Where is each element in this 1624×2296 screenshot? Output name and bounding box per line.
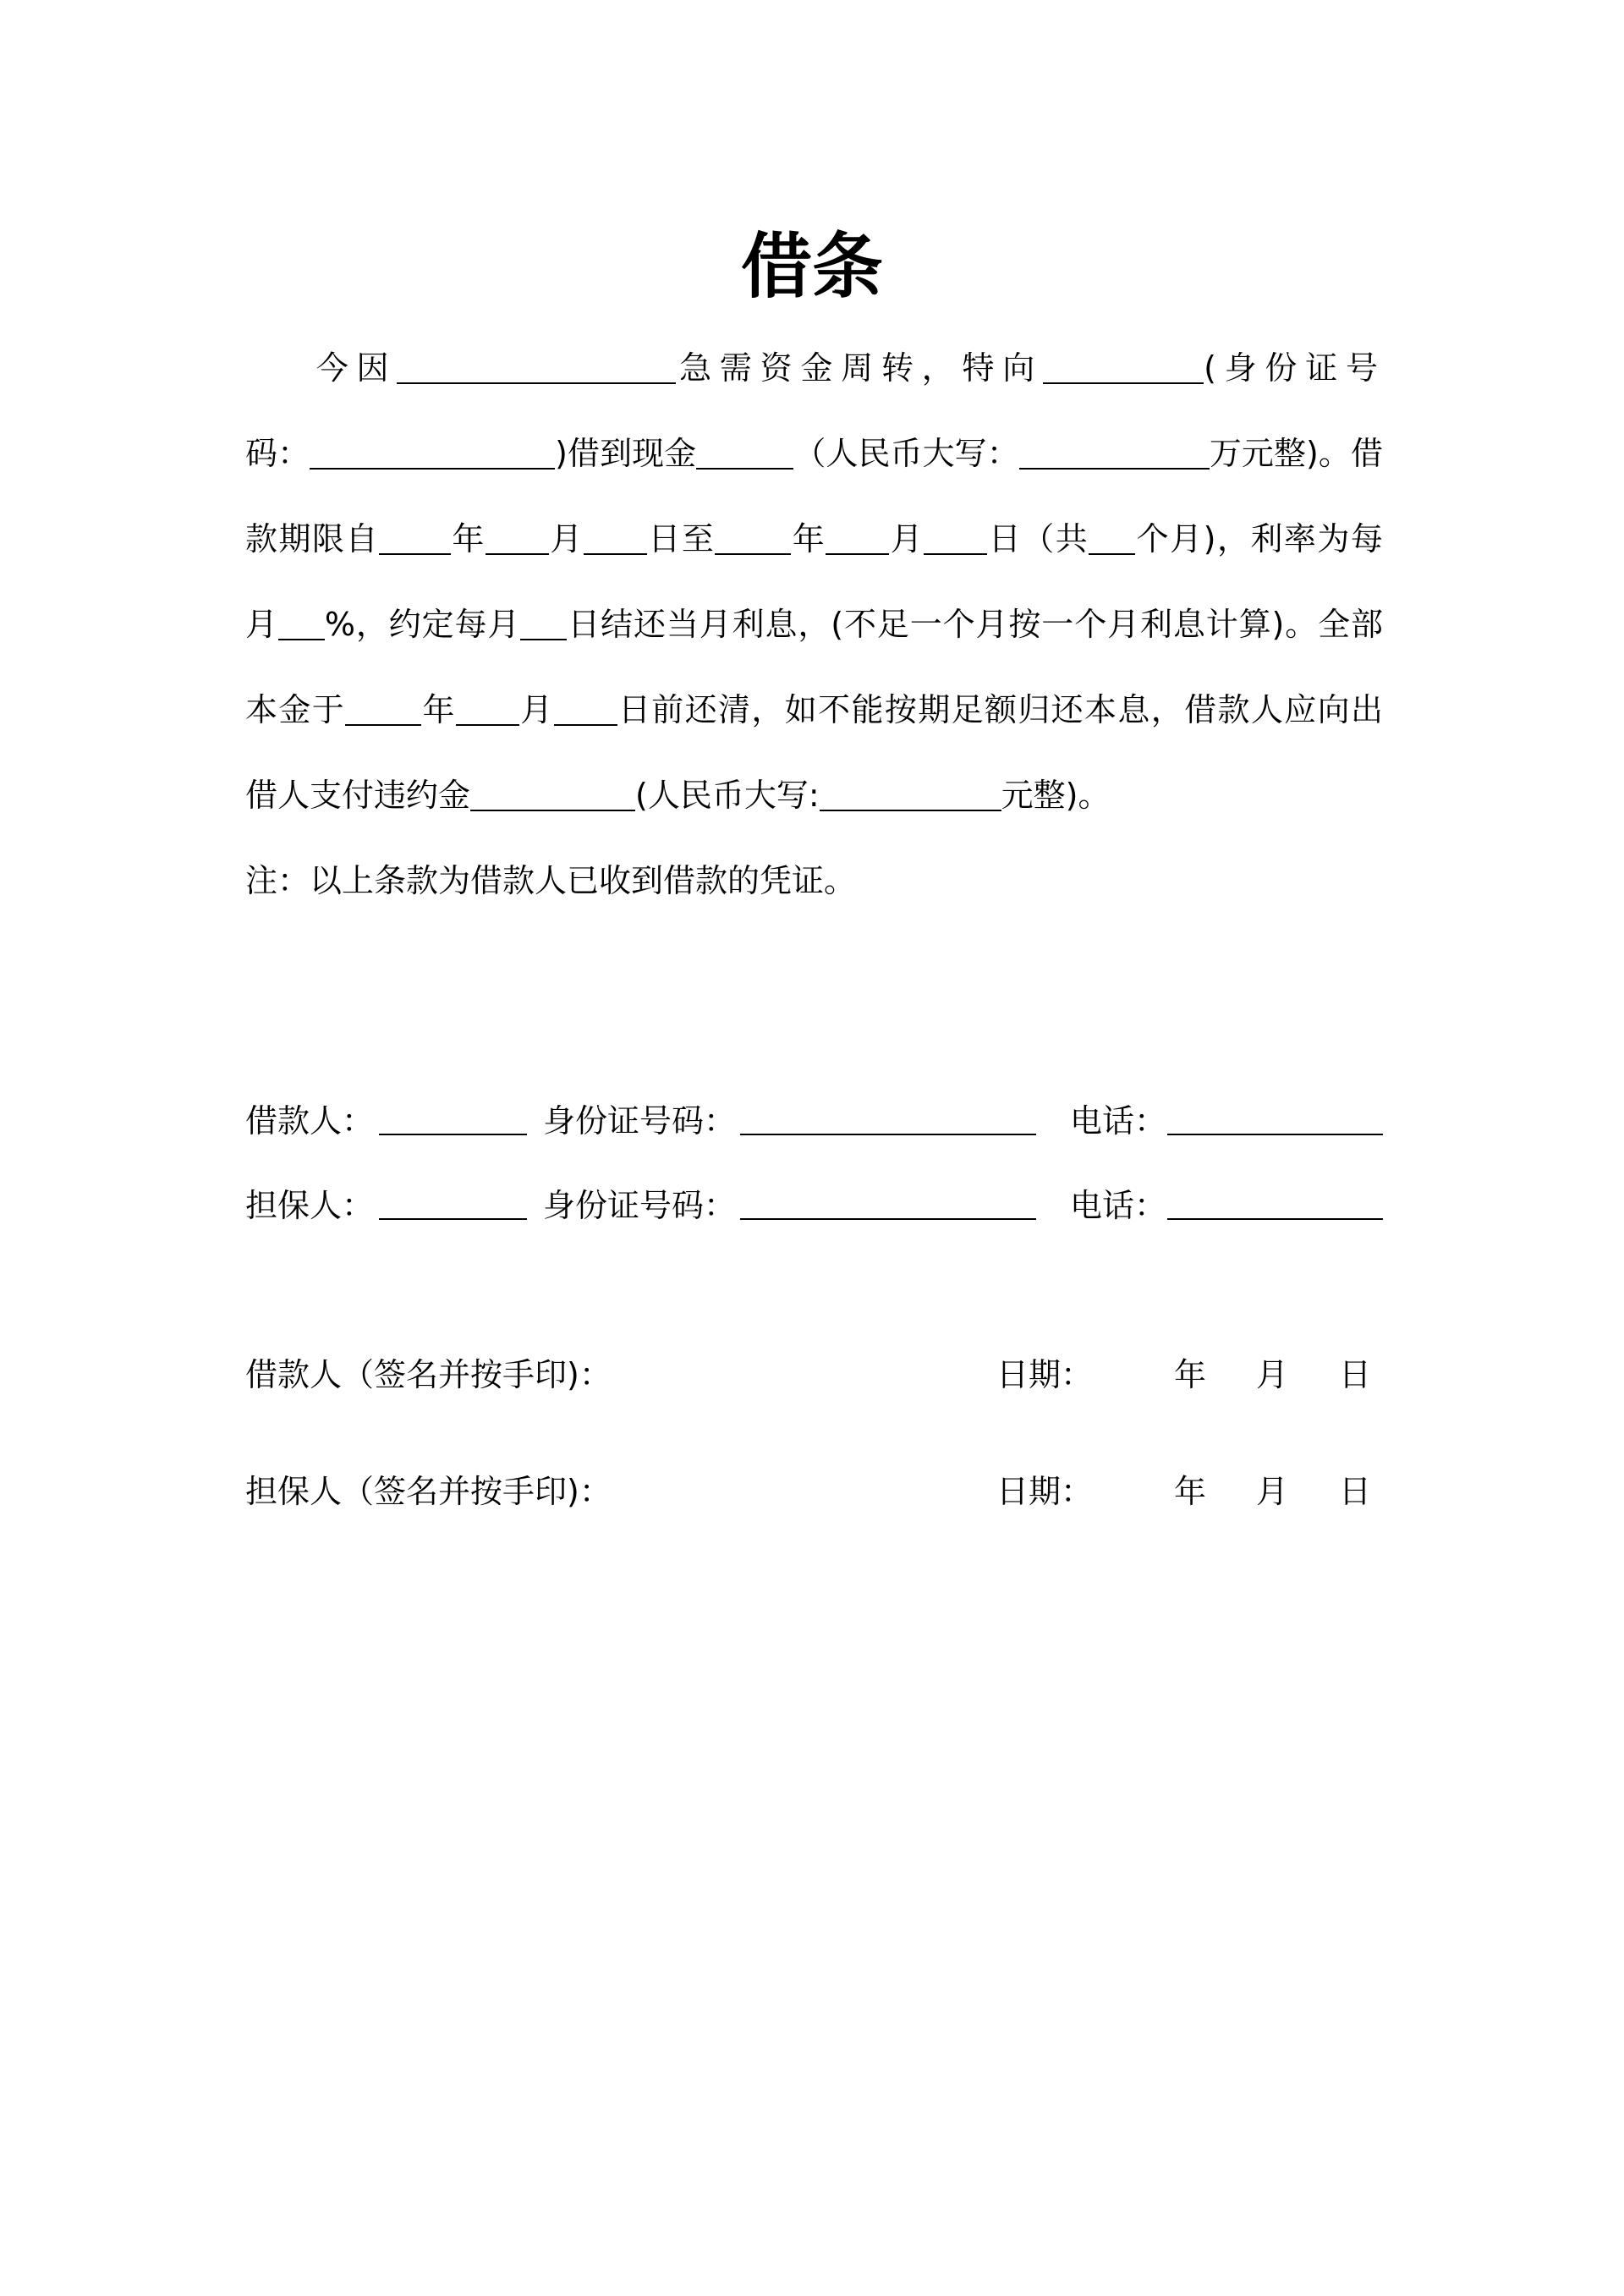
terms-text: 个月)，利率为每 [1135, 520, 1383, 558]
terms-text: (身份证号 [1204, 349, 1383, 387]
borrower-label: 借款人： [245, 1102, 375, 1140]
interest-day-blank[interactable] [520, 613, 567, 640]
guarantor-date-label: 日期： [996, 1473, 1094, 1510]
repay-year-blank[interactable] [345, 699, 421, 726]
borrower-date-year: 年 [1174, 1356, 1207, 1393]
terms-text: %，约定每月 [324, 606, 521, 643]
terms-line-4 [245, 582, 1383, 667]
interest-rate-blank[interactable] [278, 613, 325, 640]
guarantor-phone-blank[interactable] [1167, 1218, 1383, 1220]
terms-text: 日至 [646, 520, 716, 558]
terms-text: 本金于 [245, 691, 346, 728]
borrower-id-label: 身份证号码： [543, 1102, 737, 1140]
document-title: 借条 [740, 225, 883, 308]
guarantor-date-day: 日 [1339, 1473, 1372, 1510]
lender-name-blank[interactable] [1043, 357, 1204, 384]
terms-line-6 [245, 753, 1383, 838]
guarantor-id-blank[interactable] [740, 1218, 1036, 1220]
borrower-signature-label: 借款人（签名并按手印)： [245, 1356, 612, 1393]
lender-id-blank[interactable] [310, 442, 555, 470]
borrower-date-month: 月 [1256, 1356, 1289, 1393]
terms-text: 日结还当月利息，(不足一个月按一个月利息计算)。全部 [567, 606, 1383, 643]
guarantor-signature-label: 担保人（签名并按手印)： [245, 1473, 612, 1510]
loan-terms-paragraph [245, 326, 1383, 924]
terms-text: 月 [245, 606, 278, 643]
terms-line-2 [245, 411, 1383, 497]
end-month-blank[interactable] [826, 528, 889, 555]
terms-text: )借到现金 [555, 435, 697, 472]
guarantor-label: 担保人： [245, 1187, 375, 1224]
borrower-id-blank[interactable] [740, 1134, 1036, 1135]
cash-amount-blank[interactable] [696, 442, 793, 470]
borrower-info-row [245, 1096, 1383, 1146]
repay-day-blank[interactable] [554, 699, 617, 726]
penalty-in-words-blank[interactable] [820, 784, 1001, 811]
terms-text: 借人支付违约金 [245, 777, 471, 814]
terms-text: 月 [548, 520, 584, 558]
amount-in-words-blank[interactable] [1019, 442, 1210, 470]
terms-text: 月 [889, 520, 924, 558]
terms-note: 注：以上条款为借款人已收到借款的凭证。 [245, 862, 857, 899]
terms-line-5 [245, 667, 1383, 753]
terms-text: 急需资金周转，特向 [676, 349, 1044, 387]
terms-text: 年 [791, 520, 826, 558]
borrower-name-blank[interactable] [379, 1134, 527, 1135]
guarantor-id-label: 身份证号码： [543, 1187, 737, 1224]
terms-text: 年 [421, 691, 456, 728]
terms-line-1 [245, 326, 1383, 411]
end-day-blank[interactable] [924, 528, 987, 555]
end-year-blank[interactable] [715, 528, 791, 555]
start-day-blank[interactable] [584, 528, 647, 555]
terms-text: 款期限自 [245, 520, 379, 558]
guarantor-date-year: 年 [1174, 1473, 1207, 1510]
guarantor-info-row [245, 1180, 1383, 1231]
terms-text: 码： [245, 435, 310, 472]
terms-line-3 [245, 497, 1383, 582]
terms-text: 万元整)。借 [1209, 435, 1383, 472]
penalty-amount-blank[interactable] [470, 784, 635, 811]
repay-month-blank[interactable] [456, 699, 519, 726]
terms-text: (人民币大写: [635, 777, 820, 814]
terms-text: （人民币大写： [793, 435, 1019, 472]
terms-text: 元整)。 [1001, 777, 1111, 814]
start-month-blank[interactable] [486, 528, 549, 555]
terms-text: 月 [518, 691, 554, 728]
borrower-date-day: 日 [1339, 1356, 1372, 1393]
months-count-blank[interactable] [1089, 528, 1135, 555]
guarantor-name-blank[interactable] [379, 1218, 527, 1220]
terms-text: 日前还清，如不能按期足额归还本息，借款人应向出 [617, 691, 1383, 728]
terms-text: 年 [450, 520, 486, 558]
terms-text: 今因 [313, 349, 398, 387]
borrower-phone-blank[interactable] [1167, 1134, 1383, 1135]
guarantor-date-month: 月 [1256, 1473, 1289, 1510]
start-year-blank[interactable] [379, 528, 451, 555]
guarantor-signature-row [245, 1466, 1383, 1517]
borrower-signature-row [245, 1349, 1383, 1400]
reason-blank[interactable] [397, 357, 676, 384]
borrower-phone-label: 电话： [1070, 1102, 1167, 1140]
borrower-date-label: 日期： [996, 1356, 1094, 1393]
terms-text: 日（共 [987, 520, 1089, 558]
guarantor-phone-label: 电话： [1070, 1187, 1167, 1224]
